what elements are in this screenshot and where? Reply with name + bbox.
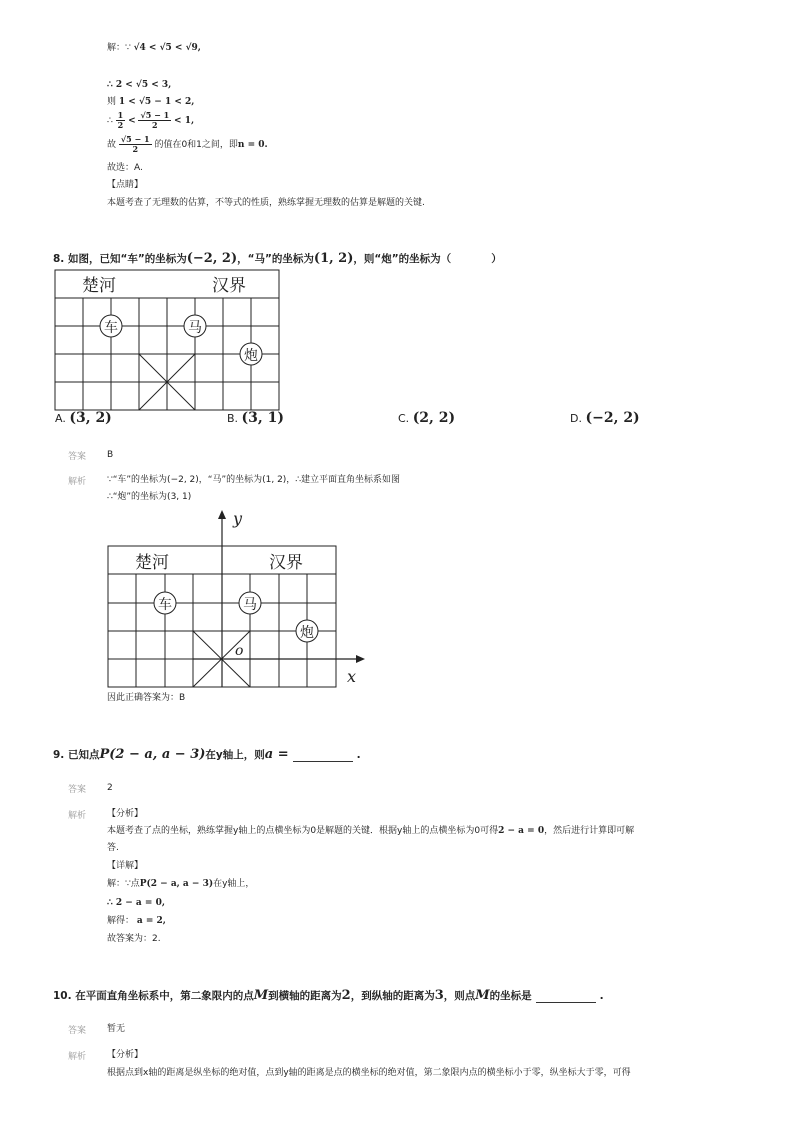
q8-stem: 8. 如图，已知“车”的坐标为(−2, 2)，“马”的坐标为(1, 2)，则“炮”的坐标为（ ） [53,251,502,266]
q9-detail-title: 【详解】 [107,861,144,871]
q9-answer-blank[interactable] [293,751,353,762]
q10-analysis-line1: 根据点到x轴的距离是纵坐标的绝对值，点到y轴的距离是点的横坐标的绝对值，第二象限内点的横坐标小于零，纵坐标大于零，可得 [107,1068,631,1078]
prev-solution-line3: 则 1 < √5 − 1 < 2, [107,97,195,107]
q9-answer: 2 [107,783,113,793]
q9-detail-line3: 解得： a = 2, [107,916,166,926]
q8-sol-river-right: 汉界 [269,553,303,573]
q10-answer-blank[interactable] [536,992,596,1003]
prev-solution-line4: ∴ $\frac{1}{2}$ < $\frac{√5 - 1}{2}$ < 1, [107,110,195,130]
q8-sol-piece-ma: 马 [243,597,257,613]
q9-detail-line2: ∴ 2 − a = 0, [107,898,165,908]
q10-answer-label: 答案 [68,1026,87,1036]
prev-solution-line5: 故 $\frac{√5 - 1}{2}$ 的值在0和1之间，即n = 0. [107,134,268,154]
prev-solution-choice: 故选：A. [107,163,143,173]
q8-option-a[interactable]: A. (3, 2) [55,410,112,426]
q8-sol-piece-che: 车 [158,597,172,613]
prev-solution-review-title: 【点睛】 [107,180,144,190]
q10-stem: 10. 在平面直角坐标系中，第二象限内的点M到横轴的距离为2，到纵轴的距离为3，则点M的坐标是 . [53,988,604,1003]
q8-piece-che: 车 [104,320,118,336]
q8-river-right: 汉界 [212,276,246,296]
q9-analysis-title: 【分析】 [107,809,144,819]
q8-option-b[interactable]: B. (3, 1) [227,410,285,426]
q9-detail-line4: 故答案为：2. [107,934,161,944]
q8-piece-ma: 马 [188,320,202,336]
q9-analysis-line1: 本题考查了点的坐标，熟练掌握y轴上的点横坐标为0是解题的关键．根据y轴上的点横坐标为0可得2 − a = 0，然后进行计算即可解 [107,826,635,836]
q8-origin-label: o [235,643,244,659]
q8-piece-pao: 炮 [244,348,258,364]
q8-analysis-line2: ∴“炮”的坐标为(3, 1) [107,492,192,502]
q8-answer: B [107,450,114,460]
q8-solution-figure [107,508,377,688]
q8-axis-x-label: x [347,667,357,686]
q10-analysis-title: 【分析】 [107,1050,144,1060]
q8-analysis-line1: ∵“车”的坐标为(−2, 2)，“马”的坐标为(1, 2)，∴建立平面直角坐标系如图 [107,475,401,485]
prev-solution-review-text: 本题考查了无理数的估算，不等式的性质，熟练掌握无理数的估算是解题的关键. [107,198,425,208]
q8-option-c[interactable]: C. (2, 2) [398,410,456,426]
prev-solution-line1: 解：∵ √4 < √5 < √9, [107,43,201,53]
prev-solution-line2: ∴ 2 < √5 < 3, [107,80,172,90]
q9-analysis-line2: 答. [107,843,119,853]
q8-river-left: 楚河 [82,276,116,296]
q10-analysis-label: 解析 [68,1052,87,1062]
q8-sol-piece-pao: 炮 [300,625,314,641]
q8-answer-label: 答案 [68,452,87,462]
q8-sol-river-left: 楚河 [135,553,169,573]
q9-stem: 9. 已知点P(2 − a, a − 3)在y轴上，则a = . [53,747,361,762]
q8-option-d[interactable]: D. (−2, 2) [570,410,640,426]
q9-answer-label: 答案 [68,785,87,795]
q8-analysis-label: 解析 [68,477,87,487]
q8-axis-y-label: y [233,509,243,528]
q10-answer: 暂无 [107,1024,126,1034]
q8-chessboard-figure [54,269,280,411]
q9-analysis-label: 解析 [68,811,87,821]
q8-conclusion: 因此正确答案为：B [107,693,186,703]
q9-detail-line1: 解：∵点P(2 − a, a − 3)在y轴上， [107,879,255,889]
